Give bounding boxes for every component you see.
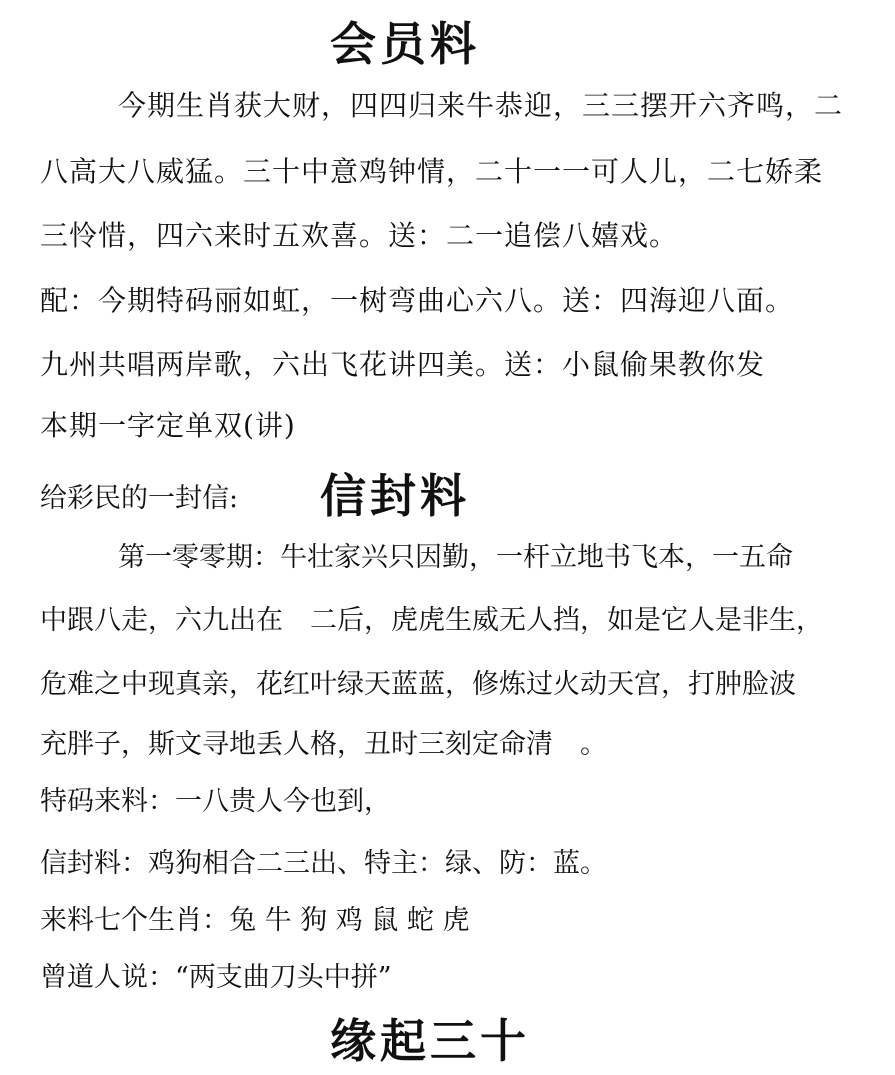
title-envelope-material: 信封料 (320, 469, 470, 523)
text-line: 九州共唱两岸歌，六出飞花讲四美。送：小鼠偷果教你发 (40, 348, 766, 381)
title-origin-thirty: 缘起三十 (330, 1014, 530, 1068)
text-line: 曾道人说：“两支曲刀头中拼” (40, 962, 392, 993)
title-member-material: 会员料 (330, 17, 480, 71)
text-line: 信封料：鸡狗相合二三出、特主：绿、防：蓝。 (40, 848, 607, 879)
text-line: 本期一字定单双(讲) (40, 409, 296, 442)
text-line: 特码来料：一八贵人今也到， (40, 786, 391, 817)
text-line: 今期生肖获大财，四四归来牛恭迎，三三摆开六齐鸣，二 (118, 89, 844, 122)
text-line: 危难之中现真亲，花红叶绿天蓝蓝，修炼过火动天宫，打肿脸波 (40, 669, 796, 700)
text-line: 配：今期特码丽如虹，一树弯曲心六八。送：四海迎八面。 (40, 284, 795, 317)
text-line: 三怜惜，四六来时五欢喜。送：二一追偿八嬉戏。 (40, 219, 679, 252)
letter-label: 给彩民的一封信: (40, 483, 239, 514)
text-line: 中跟八走，六九出在 二后，虎虎生威无人挡，如是它人是非生， (40, 605, 823, 636)
text-line: 充胖子，斯文寻地丢人格，丑时三刻定命清 。 (40, 729, 607, 760)
text-line: 八高大八威猛。三十中意鸡钟情，二十一一可人儿，二七娇柔 (40, 155, 824, 188)
text-line: 来料七个生肖：兔 牛 狗 鸡 鼠 蛇 虎 (40, 905, 470, 936)
text-line: 第一零零期：牛壮家兴只因勤，一杆立地书飞本，一五命 (118, 542, 793, 573)
